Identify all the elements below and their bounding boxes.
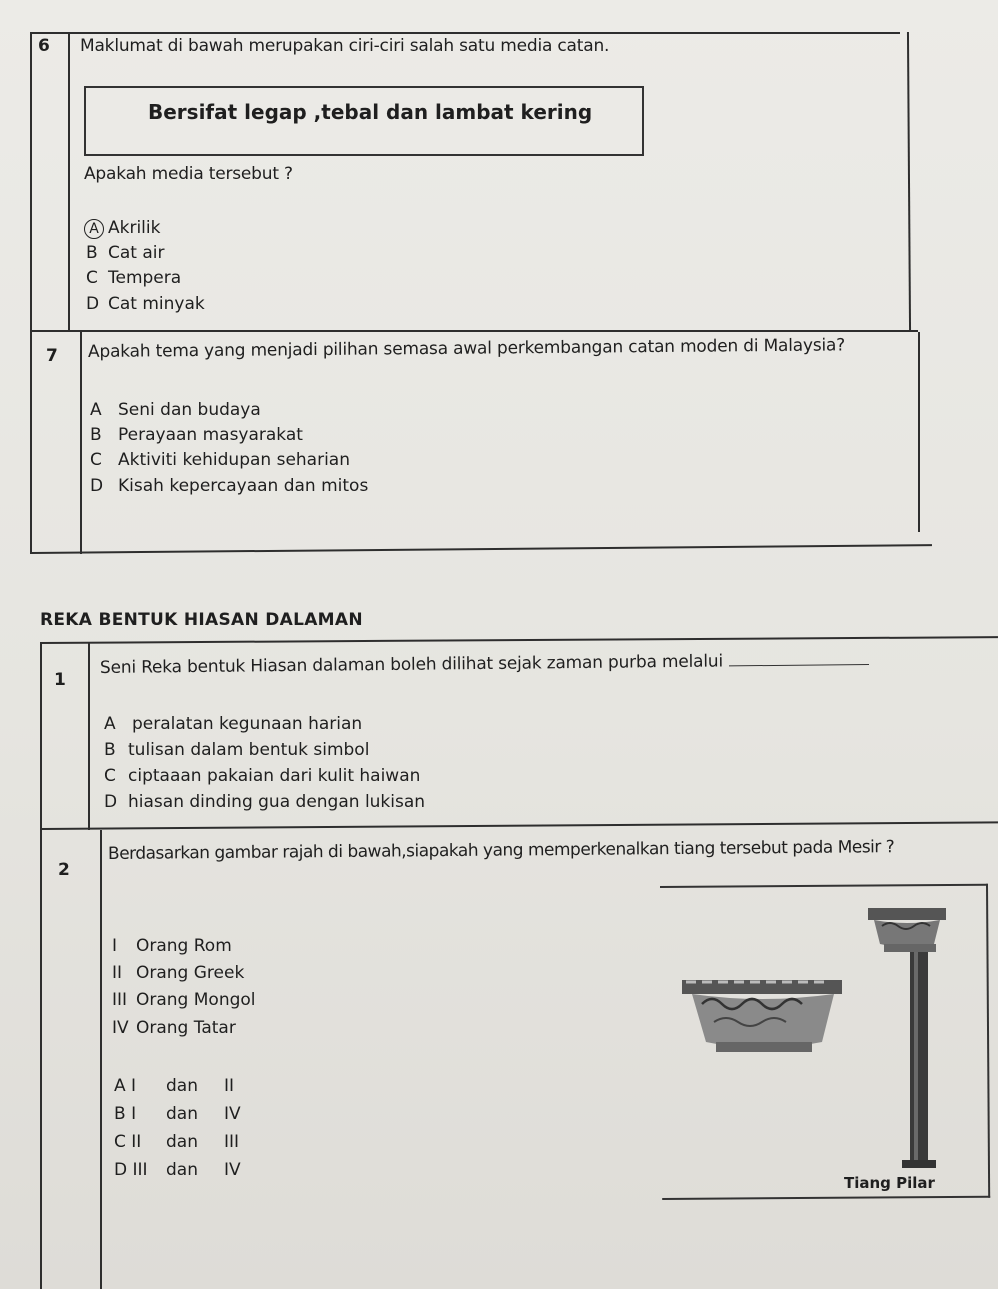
s2-answer-c-first: II bbox=[131, 1132, 142, 1152]
q7-option-c[interactable] bbox=[90, 450, 350, 470]
s2-answer-b[interactable] bbox=[114, 1104, 241, 1124]
q6-option-c-letter: C bbox=[86, 268, 98, 288]
q6-option-d[interactable] bbox=[86, 294, 205, 314]
s1-option-c[interactable] bbox=[104, 766, 420, 786]
q6-option-a-text: Akrilik bbox=[108, 218, 161, 238]
s2-answer-d-conj: dan bbox=[166, 1160, 198, 1180]
q6-option-c[interactable] bbox=[86, 268, 181, 288]
s2-answer-b-letter: B bbox=[114, 1104, 126, 1124]
lower-row-divider bbox=[42, 821, 998, 830]
row-divider bbox=[32, 330, 918, 332]
table-left-border bbox=[30, 32, 32, 554]
s2-answer-d-label bbox=[114, 1160, 166, 1180]
s2-item-2-text: Orang Greek bbox=[136, 963, 245, 983]
s1-option-b[interactable] bbox=[104, 740, 369, 760]
s1-option-c-letter: C bbox=[104, 766, 116, 786]
s1-option-a-text: peralatan kegunaan harian bbox=[132, 714, 363, 734]
s1-option-a[interactable] bbox=[104, 714, 362, 734]
q6-option-b[interactable] bbox=[86, 243, 165, 263]
s2-answer-b-label bbox=[114, 1104, 166, 1124]
table-col-divider-q6 bbox=[68, 32, 70, 332]
s2-answer-c-second: III bbox=[224, 1132, 240, 1152]
q6-option-d-letter: D bbox=[86, 294, 100, 314]
s1-option-b-text: tulisan dalam bentuk simbol bbox=[128, 740, 370, 760]
s2-answer-c-conj: dan bbox=[166, 1132, 198, 1152]
s2-answer-c-label bbox=[114, 1132, 166, 1152]
q6-option-c-text: Tempera bbox=[108, 268, 182, 288]
q7-option-a[interactable] bbox=[90, 400, 261, 420]
s2-item-3-text: Orang Mongol bbox=[136, 990, 256, 1010]
q6-option-b-letter: B bbox=[86, 243, 98, 263]
s1-question bbox=[100, 650, 869, 678]
s2-item-1-text: Orang Rom bbox=[136, 936, 232, 956]
lower-col-divider-s2 bbox=[100, 830, 102, 1289]
s2-answer-a-second: II bbox=[224, 1076, 235, 1096]
pillar-caption: Tiang Pilar bbox=[844, 1174, 935, 1192]
table-right-border-lower bbox=[918, 332, 920, 532]
pillar-shaft-icon bbox=[902, 952, 936, 1168]
q6-option-d-text: Cat minyak bbox=[108, 294, 205, 314]
s2-answer-d-first: III bbox=[132, 1160, 148, 1180]
section-title: REKA BENTUK HIASAN DALAMAN bbox=[40, 610, 363, 630]
s2-answer-c[interactable] bbox=[114, 1132, 239, 1152]
s1-option-a-letter: A bbox=[104, 714, 116, 734]
s2-answer-a-letter: A bbox=[114, 1076, 126, 1096]
s2-answer-a-first: I bbox=[131, 1076, 137, 1096]
lower-col-divider-s1 bbox=[88, 642, 90, 830]
q7-number: 7 bbox=[46, 346, 58, 366]
s2-answer-b-first: I bbox=[131, 1104, 137, 1124]
s2-item-3-roman: III bbox=[112, 990, 128, 1010]
q6-number: 6 bbox=[38, 36, 50, 56]
pillar-capital-top-icon bbox=[868, 908, 946, 952]
s2-answer-a-conj: dan bbox=[166, 1076, 198, 1096]
s2-item-4 bbox=[112, 1018, 236, 1038]
q7-option-b-letter: B bbox=[90, 425, 102, 445]
q7-option-b-text: Perayaan masyarakat bbox=[118, 425, 303, 445]
s2-answer-d-second: IV bbox=[224, 1160, 241, 1180]
s1-answer-blank bbox=[729, 664, 869, 666]
table-top-border bbox=[30, 32, 900, 34]
pillar-illustration bbox=[662, 892, 982, 1192]
pillar-capital-detail-icon bbox=[682, 980, 842, 1052]
table-bottom-border bbox=[32, 544, 932, 554]
q6-text: Maklumat di bawah merupakan ciri-ciri salah satu media catan. bbox=[80, 36, 610, 56]
s2-item-2 bbox=[112, 963, 244, 983]
q6-info-text: Bersifat legap ,tebal dan lambat kering bbox=[148, 100, 593, 124]
s1-number: 1 bbox=[54, 670, 66, 690]
lower-table-left-border bbox=[40, 642, 42, 1289]
s2-answer-d-letter: D bbox=[114, 1160, 128, 1180]
q6-option-b-text: Cat air bbox=[108, 243, 165, 263]
s2-answer-b-second: IV bbox=[224, 1104, 241, 1124]
q6-option-a[interactable] bbox=[84, 218, 160, 239]
s1-option-c-text: ciptaaan pakaian dari kulit haiwan bbox=[128, 766, 421, 786]
q7-option-d-letter: D bbox=[90, 476, 104, 496]
q6-question: Apakah media tersebut ? bbox=[84, 164, 293, 184]
q6-option-a-letter: A bbox=[84, 219, 104, 239]
q7-option-d-text: Kisah kepercayaan dan mitos bbox=[118, 476, 369, 496]
s1-option-d-letter: D bbox=[104, 792, 118, 812]
s2-item-2-roman: II bbox=[112, 963, 123, 983]
lower-table-top-border bbox=[40, 636, 998, 644]
s2-text: Berdasarkan gambar rajah di bawah,siapakah yang memperkenalkan tiang tersebut pada Mesir ? bbox=[107, 837, 895, 864]
s2-item-4-text: Orang Tatar bbox=[136, 1018, 236, 1038]
s1-option-d-text: hiasan dinding gua dengan lukisan bbox=[128, 792, 426, 812]
table-right-border bbox=[907, 32, 911, 330]
q7-option-a-text: Seni dan budaya bbox=[118, 400, 261, 420]
s2-number: 2 bbox=[58, 860, 70, 880]
q7-option-c-text: Aktiviti kehidupan seharian bbox=[118, 450, 350, 470]
s2-answer-c-letter: C bbox=[114, 1132, 126, 1152]
s2-item-1 bbox=[112, 936, 232, 956]
s2-item-1-roman: I bbox=[112, 936, 118, 956]
q6-info-box bbox=[84, 86, 644, 156]
s1-text: Seni Reka bentuk Hiasan dalaman boleh dilihat sejak zaman purba melalui bbox=[99, 651, 724, 678]
s2-answer-a[interactable] bbox=[114, 1076, 234, 1096]
table-col-divider-q7 bbox=[80, 332, 82, 554]
q7-option-b[interactable] bbox=[90, 425, 303, 445]
s1-option-d[interactable] bbox=[104, 792, 425, 812]
s2-item-3 bbox=[112, 990, 256, 1010]
s2-answer-b-conj: dan bbox=[166, 1104, 198, 1124]
s1-option-b-letter: B bbox=[104, 740, 116, 760]
q7-option-d[interactable] bbox=[90, 476, 368, 496]
q7-option-c-letter: C bbox=[90, 450, 102, 470]
q7-text: Apakah tema yang menjadi pilihan semasa awal perkembangan catan moden di Malaysia? bbox=[87, 335, 846, 362]
q7-option-a-letter: A bbox=[90, 400, 102, 420]
s2-answer-d[interactable] bbox=[114, 1160, 241, 1180]
s2-answer-a-label bbox=[114, 1076, 166, 1096]
s2-item-4-roman: IV bbox=[112, 1018, 129, 1038]
